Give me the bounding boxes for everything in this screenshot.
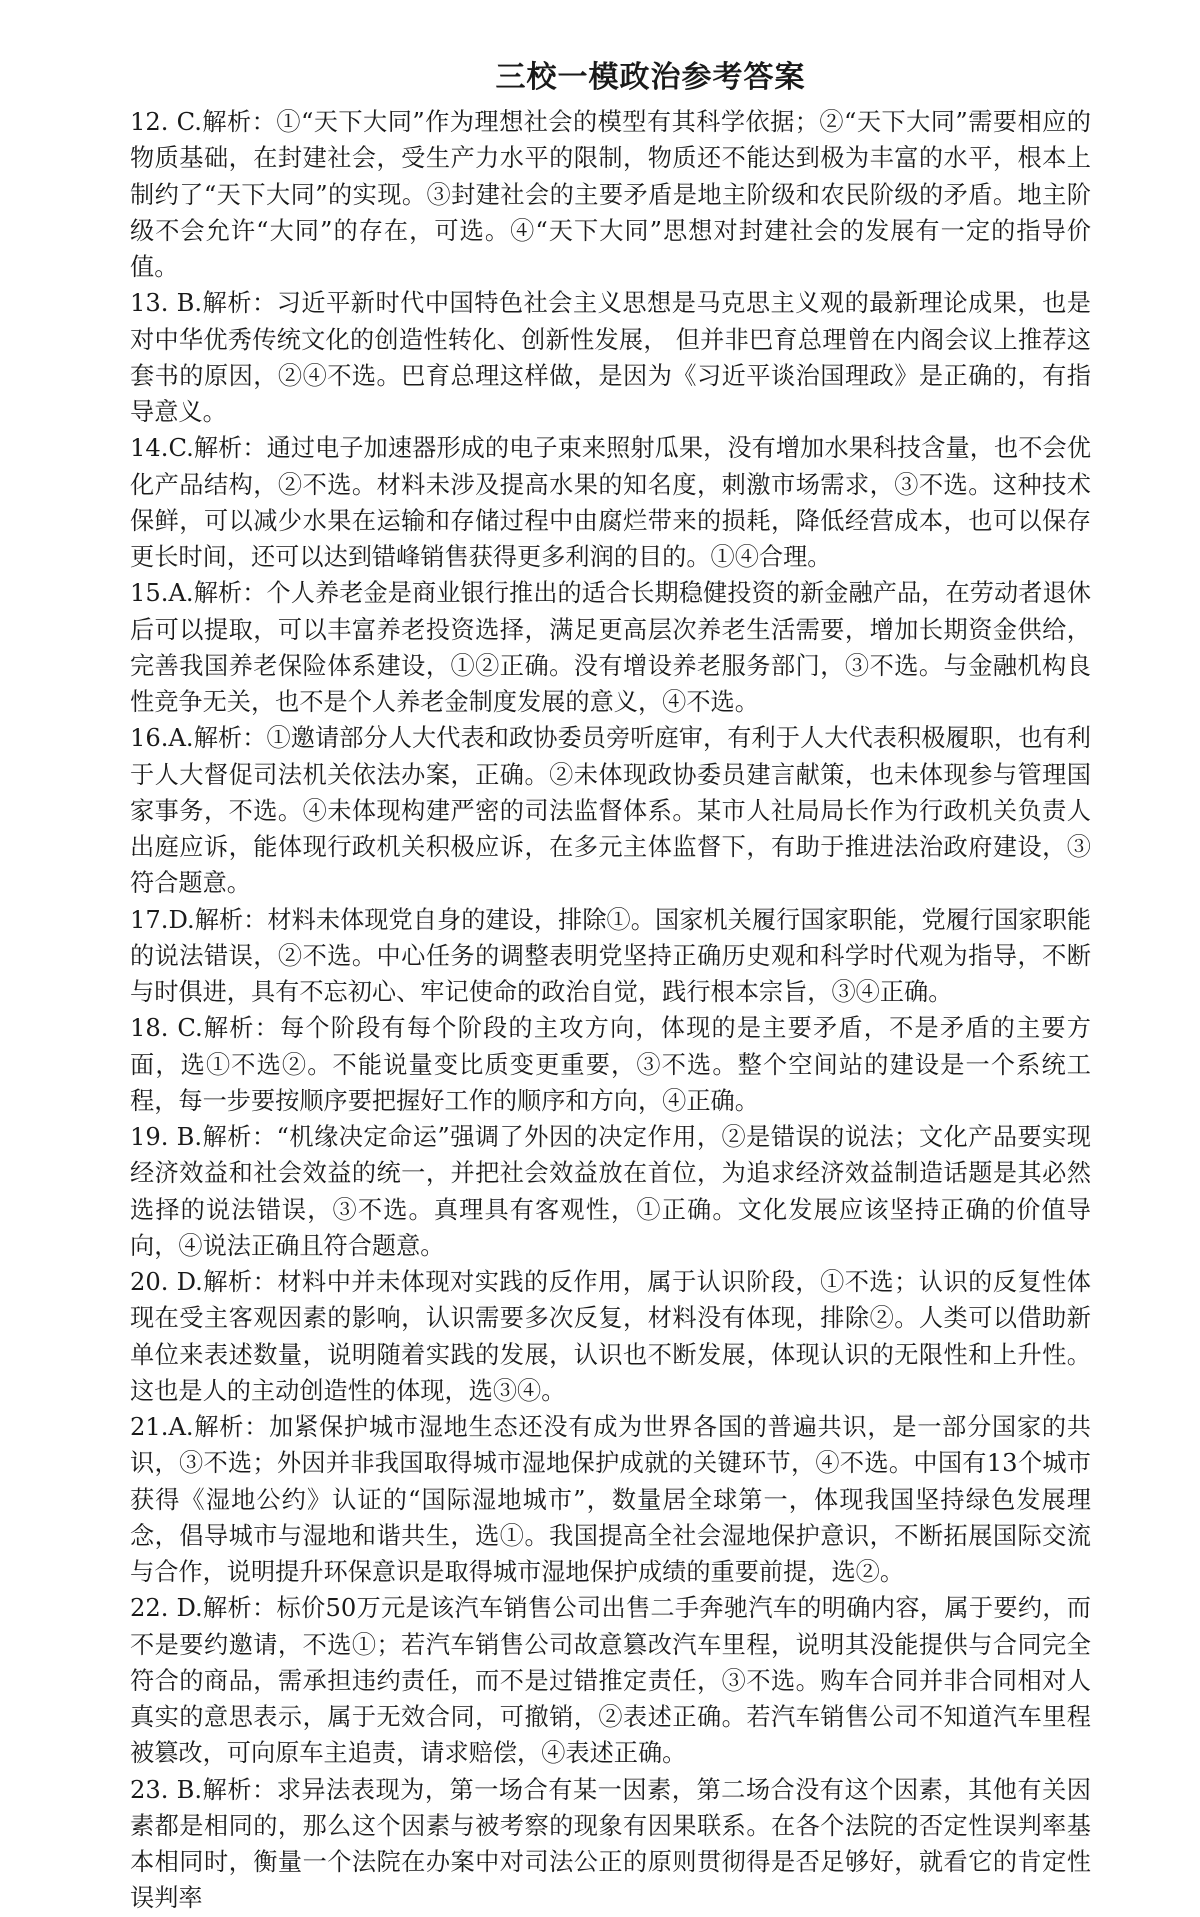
answer-22: 22. D.解析：标价50万元是该汽车销售公司出售二手奔驰汽车的明确内容，属于要约，而不是要约邀请，不选①；若汽车销售公司故意篡改汽车里程，说明其没能提供与合同完全符合的商品，需承担违约责任，而不是过错推定责任，③不选。购车合同并非合同相对人真实的意思表示，属于无效合同，可撤销，②表述正确。若汽车销售公司不知道汽车里程被篡改，可向原车主追责，请求赔偿，④表述正确。 [130,1594,1091,1768]
answer-15: 15.A.解析：个人养老金是商业银行推出的适合长期稳健投资的新金融产品，在劳动者退休后可以提取，可以丰富养老投资选择，满足更高层次养老生活需要，增加长期资金供给， 完善我国养老保险体系建设，①②正确。没有增设养老服务部门，③不选。与金融机构良性竞争无关，也不是个人养老金制度发展的意义，④不选。 [130,579,1091,716]
answer-19: 19. B.解析：“机缘决定命运”强调了外因的决定作用，②是错误的说法；文化产品要实现经济效益和社会效益的统一，并把社会效益放在首位，为追求经济效益制造话题是其必然选择的说法错误，③不选。真理具有客观性，①正确。文化发展应该坚持正确的价值导向，④说法正确且符合题意。 [130,1123,1091,1260]
answer-list [130,104,1091,1917]
answer-21: 21.A.解析：加紧保护城市湿地生态还没有成为世界各国的普遍共识，是一部分国家的共识，③不选；外因并非我国取得城市湿地保护成就的关键环节，④不选。中国有13个城市获得《湿地公约》认证的“国际湿地城市”，数量居全球第一，体现我国坚持绿色发展理念，倡导城市与湿地和谐共生，选①。我国提高全社会湿地保护意识，不断拓展国际交流与合作，说明提升环保意识是取得城市湿地保护成绩的重要前提，选②。 [130,1413,1091,1586]
answer-12: 12. C.解析：①“天下大同”作为理想社会的模型有其科学依据；②“天下大同”需要相应的物质基础，在封建社会，受生产力水平的限制，物质还不能达到极为丰富的水平，根本上制约了“天下大同”的实现。③封建社会的主要矛盾是地主阶级和农民阶级的矛盾。地主阶级不会允许“大同”的存在，可选。④“天下大同”思想对封建社会的发展有一定的指导价值。 [130,108,1091,281]
answer-13: 13. B.解析：习近平新时代中国特色社会主义思想是马克思主义观的最新理论成果，也是对中华优秀传统文化的创造性转化、创新性发展， 但并非巴育总理曾在内阁会议上推荐这套书的原因，②④不选。巴育总理这样做，是因为《习近平谈治国理政》是正确的，有指导意义。 [130,289,1091,426]
answer-23: 23. B.解析：求异法表现为，第一场合有某一因素，第二场合没有这个因素，其他有关因素都是相同的，那么这个因素与被考察的现象有因果联系。在各个法院的否定性误判率基本相同时，衡量一个法院在办案中对司法公正的原则贯彻得是否足够好，就看它的肯定性误判率 [130,1775,1091,1913]
document-title: 三校一模政治参考答案 [495,60,806,95]
answer-17: 17.D.解析：材料未体现党自身的建设，排除①。国家机关履行国家职能，党履行国家职能的说法错误，②不选。中心任务的调整表明党坚持正确历史观和科学时代观为指导，不断与时俱进，具有不忘初心、牢记使命的政治自觉，践行根本宗旨，③④正确。 [130,905,1091,1006]
answer-18: 18. C.解析：每个阶段有每个阶段的主攻方向，体现的是主要矛盾，不是矛盾的主要方面，选①不选②。不能说量变比质变更重要，③不选。整个空间站的建设是一个系统工程，每一步要按顺序要把握好工作的顺序和方向，④正确。 [130,1014,1091,1115]
answer-16: 16.A.解析：①邀请部分人大代表和政协委员旁听庭审，有利于人大代表积极履职，也有利于人大督促司法机关依法办案，正确。②未体现政协委员建言献策，也未体现参与管理国家事务，不选。④未体现构建严密的司法监督体系。某市人社局局长作为行政机关负责人出庭应诉，能体现行政机关积极应诉，在多元主体监督下，有助于推进法治政府建设，③符合题意。 [130,724,1091,898]
answer-14: 14.C.解析：通过电子加速器形成的电子束来照射瓜果，没有增加水果科技含量，也不会优化产品结构，②不选。材料未涉及提高水果的知名度，刺激市场需求，③不选。这种技术保鲜，可以减少水果在运输和存储过程中由腐烂带来的损耗，降低经营成本，也可以保存更长时间，还可以达到错峰销售获得更多利润的目的。①④合理。 [130,434,1091,571]
answer-20: 20. D.解析：材料中并未体现对实践的反作用，属于认识阶段，①不选；认识的反复性体现在受主客观因素的影响，认识需要多次反复，材料没有体现，排除②。人类可以借助新单位来表述数量，说明随着实践的发展，认识也不断发展，体现认识的无限性和上升性。这也是人的主动创造性的体现，选③④。 [130,1268,1091,1405]
